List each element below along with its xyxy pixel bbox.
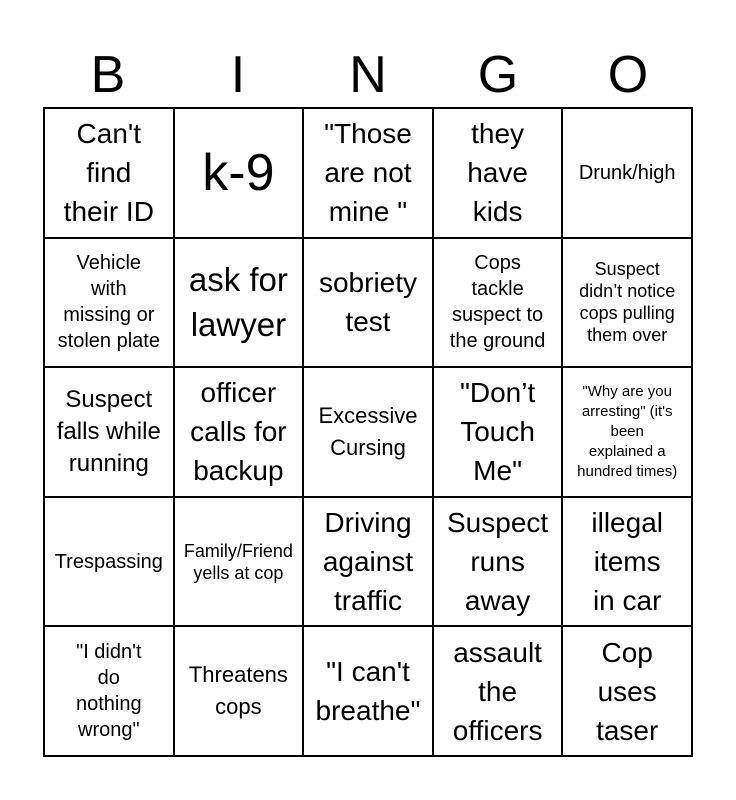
- header-letter-n: N: [349, 46, 387, 104]
- bingo-cell-r4-c3[interactable]: [304, 498, 434, 628]
- cell-text: illegal items in car: [591, 507, 663, 617]
- cell-text: Suspect didn’t notice cops pulling them over: [579, 259, 676, 346]
- bingo-cell-r4-c2[interactable]: [175, 498, 305, 628]
- bingo-cell-r1-c4[interactable]: [434, 109, 564, 239]
- bingo-cell-r2-c5[interactable]: [563, 239, 693, 369]
- bingo-cell-r3-c4[interactable]: [434, 368, 564, 498]
- bingo-cell-r5-c2[interactable]: [175, 627, 305, 757]
- cell-text: Vehicle with missing or stolen plate: [57, 252, 160, 353]
- bingo-cell-r2-c3[interactable]: [304, 239, 434, 369]
- bingo-cell-r4-c5[interactable]: [563, 498, 693, 628]
- bingo-grid: [43, 107, 693, 757]
- bingo-header: [43, 46, 693, 104]
- header-letter-g: G: [477, 46, 519, 104]
- bingo-cell-r1-c1[interactable]: [45, 109, 175, 239]
- cell-text: "Don’t Touch Me": [459, 377, 536, 487]
- bingo-cell-r2-c2[interactable]: [175, 239, 305, 369]
- cell-text: assault the officers: [452, 636, 543, 746]
- bingo-cell-r3-c2[interactable]: [175, 368, 305, 498]
- bingo-cell-r5-c1[interactable]: [45, 627, 175, 757]
- cell-text: sobriety test: [318, 267, 418, 338]
- bingo-cell-r1-c5[interactable]: [563, 109, 693, 239]
- bingo-cell-r2-c4[interactable]: [434, 239, 564, 369]
- cell-text: "I can't breathe": [315, 656, 421, 727]
- cell-text: ask for lawyer: [188, 261, 288, 344]
- cell-text: Cop uses taser: [596, 636, 659, 746]
- bingo-cell-r1-c2[interactable]: [175, 109, 305, 239]
- bingo-cell-r5-c5[interactable]: [563, 627, 693, 757]
- bingo-cell-r5-c4[interactable]: [434, 627, 564, 757]
- cell-text: Suspect falls while running: [56, 385, 161, 477]
- cell-text: "Why are you arresting" (it's been explained a hundred times): [577, 382, 678, 480]
- bingo-cell-r3-c1[interactable]: [45, 368, 175, 498]
- header-letter-i: I: [230, 46, 246, 104]
- bingo-cell-r3-c3[interactable]: [304, 368, 434, 498]
- cell-text: Can't find their ID: [63, 118, 154, 228]
- cell-text: Drunk/high: [578, 161, 676, 184]
- cell-text: Driving against traffic: [322, 507, 414, 617]
- cell-text: "I didn't do nothing wrong": [75, 641, 142, 742]
- cell-text: Trespassing: [54, 550, 163, 573]
- header-letter-b: B: [90, 46, 126, 104]
- cell-text: Excessive Cursing: [318, 402, 418, 460]
- bingo-cell-r3-c5[interactable]: [563, 368, 693, 498]
- cell-text: Suspect runs away: [447, 507, 549, 617]
- cell-text: "Those are not mine ": [324, 118, 412, 228]
- bingo-cell-r2-c1[interactable]: [45, 239, 175, 369]
- bingo-cell-r4-c1[interactable]: [45, 498, 175, 628]
- bingo-cell-r4-c4[interactable]: [434, 498, 564, 628]
- cell-text: Threatens cops: [188, 662, 288, 720]
- cell-text: they have kids: [467, 118, 528, 228]
- bingo-cell-r5-c3[interactable]: [304, 627, 434, 757]
- cell-text: officer calls for backup: [190, 377, 287, 487]
- cell-text: k-9: [202, 143, 275, 202]
- cell-text: Family/Friend yells at cop: [183, 540, 293, 583]
- header-letter-o: O: [607, 46, 649, 104]
- cell-text: Cops tackle suspect to the ground: [449, 252, 546, 353]
- bingo-cell-r1-c3[interactable]: [304, 109, 434, 239]
